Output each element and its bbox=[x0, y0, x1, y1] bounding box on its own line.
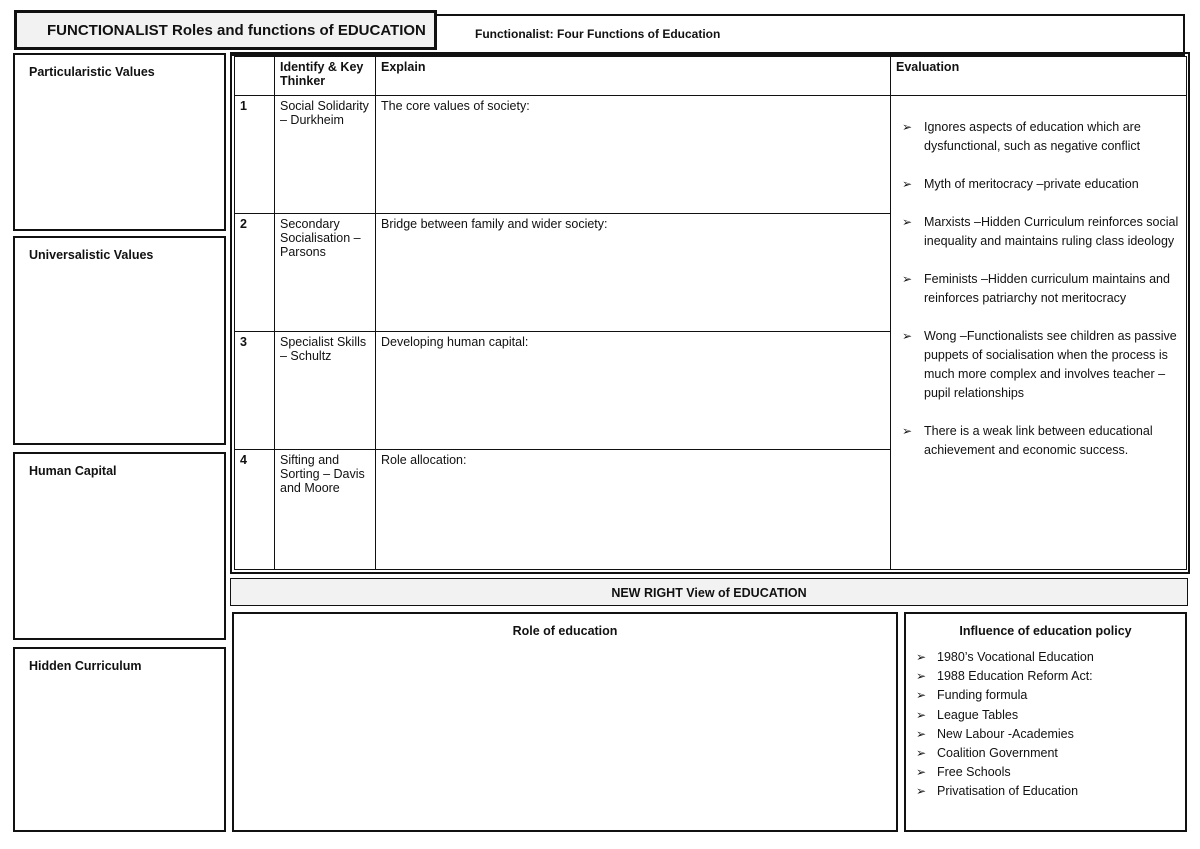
sidebar-box-particularistic bbox=[13, 53, 226, 231]
arrowhead-bullet-icon: ➢ bbox=[902, 177, 913, 191]
sidebar-box-label: Universalistic Values bbox=[29, 248, 154, 262]
list-item: ➢ League Tables bbox=[906, 706, 1185, 725]
header-explain: Explain bbox=[376, 57, 891, 96]
table-header-row bbox=[235, 57, 1187, 96]
list-item: ➢ Free Schools bbox=[906, 763, 1185, 782]
list-item: ➢ 1988 Education Reform Act: bbox=[906, 667, 1185, 686]
arrowhead-bullet-icon: ➢ bbox=[902, 424, 913, 438]
list-item: ➢ Feminists –Hidden curriculum maintains and reinforces patriarchy not meritocracy bbox=[902, 272, 1170, 305]
list-item: ➢ New Labour -Academies bbox=[906, 725, 1185, 744]
arrowhead-bullet-icon: ➢ bbox=[916, 746, 927, 761]
header-thinker: Identify & Key Thinker bbox=[275, 57, 376, 96]
evaluation-cell bbox=[891, 96, 1187, 570]
sidebar-box-hidden-curriculum bbox=[13, 647, 226, 832]
row-thinker: Specialist Skills – Schultz bbox=[275, 332, 376, 450]
arrowhead-bullet-icon: ➢ bbox=[916, 707, 927, 722]
list-item: ➢ Coalition Government bbox=[906, 744, 1185, 763]
row-explain: Developing human capital: bbox=[376, 332, 891, 450]
section-subtitle: Functionalist: Four Functions of Education bbox=[475, 27, 721, 41]
list-item: ➢ 1980’s Vocational Education bbox=[906, 648, 1185, 667]
sidebar-box-label: Hidden Curriculum bbox=[29, 659, 142, 673]
education-policy-title: Influence of education policy bbox=[959, 624, 1132, 638]
row-number: 3 bbox=[235, 332, 275, 450]
arrowhead-bullet-icon: ➢ bbox=[916, 650, 927, 664]
header-evaluation: Evaluation bbox=[891, 57, 1187, 96]
row-explain: Role allocation: bbox=[376, 450, 891, 570]
row-thinker: Secondary Socialisation – Parsons bbox=[275, 214, 376, 332]
education-policy-box bbox=[904, 612, 1187, 832]
row-thinker: Sifting and Sorting – Davis and Moore bbox=[275, 450, 376, 570]
row-number: 2 bbox=[235, 214, 275, 332]
functions-table bbox=[234, 56, 1187, 570]
arrowhead-bullet-icon: ➢ bbox=[916, 669, 927, 684]
list-item: ➢ Ignores aspects of education which are dysfunctional, such as negative conflict bbox=[902, 120, 1141, 153]
row-number: 1 bbox=[235, 96, 275, 214]
list-item: ➢ There is a weak link between educational achievement and economic success. bbox=[902, 424, 1153, 457]
arrowhead-bullet-icon: ➢ bbox=[916, 726, 927, 741]
arrowhead-bullet-icon: ➢ bbox=[916, 765, 927, 780]
arrowhead-bullet-icon: ➢ bbox=[916, 688, 927, 703]
role-of-education-title: Role of education bbox=[512, 624, 618, 638]
row-explain: The core values of society: bbox=[376, 96, 891, 214]
header-number bbox=[235, 57, 275, 96]
list-item: ➢ Privatisation of Education bbox=[906, 782, 1185, 801]
row-number: 4 bbox=[235, 450, 275, 570]
arrowhead-bullet-icon: ➢ bbox=[916, 784, 927, 799]
new-right-heading: NEW RIGHT View of EDUCATION bbox=[230, 578, 1188, 606]
list-item: ➢ Wong –Functionalists see children as passive puppets of socialisation when the process is much more complex and involves teacher –pupil relationships bbox=[902, 329, 1177, 400]
arrowhead-bullet-icon: ➢ bbox=[902, 329, 913, 343]
evaluation-list bbox=[896, 118, 1181, 460]
arrowhead-bullet-icon: ➢ bbox=[902, 120, 913, 134]
sidebar-box-human-capital bbox=[13, 452, 226, 640]
row-explain: Bridge between family and wider society: bbox=[376, 214, 891, 332]
arrowhead-bullet-icon: ➢ bbox=[902, 215, 913, 229]
list-item: ➢ Marxists –Hidden Curriculum reinforces social inequality and maintains ruling class ideology bbox=[902, 215, 1179, 248]
role-of-education-box bbox=[232, 612, 898, 832]
sidebar-box-label: Human Capital bbox=[29, 464, 117, 478]
list-item: ➢ Funding formula bbox=[906, 686, 1185, 705]
table-row bbox=[235, 96, 1187, 214]
policy-list bbox=[906, 648, 1185, 802]
sidebar-box-label: Particularistic Values bbox=[29, 65, 155, 79]
arrowhead-bullet-icon: ➢ bbox=[902, 272, 913, 286]
page-title: FUNCTIONALIST Roles and functions of EDUCATION bbox=[14, 10, 437, 50]
list-item: ➢ Myth of meritocracy –private education bbox=[896, 175, 1181, 194]
row-thinker: Social Solidarity – Durkheim bbox=[275, 96, 376, 214]
sidebar-box-universalistic bbox=[13, 236, 226, 445]
